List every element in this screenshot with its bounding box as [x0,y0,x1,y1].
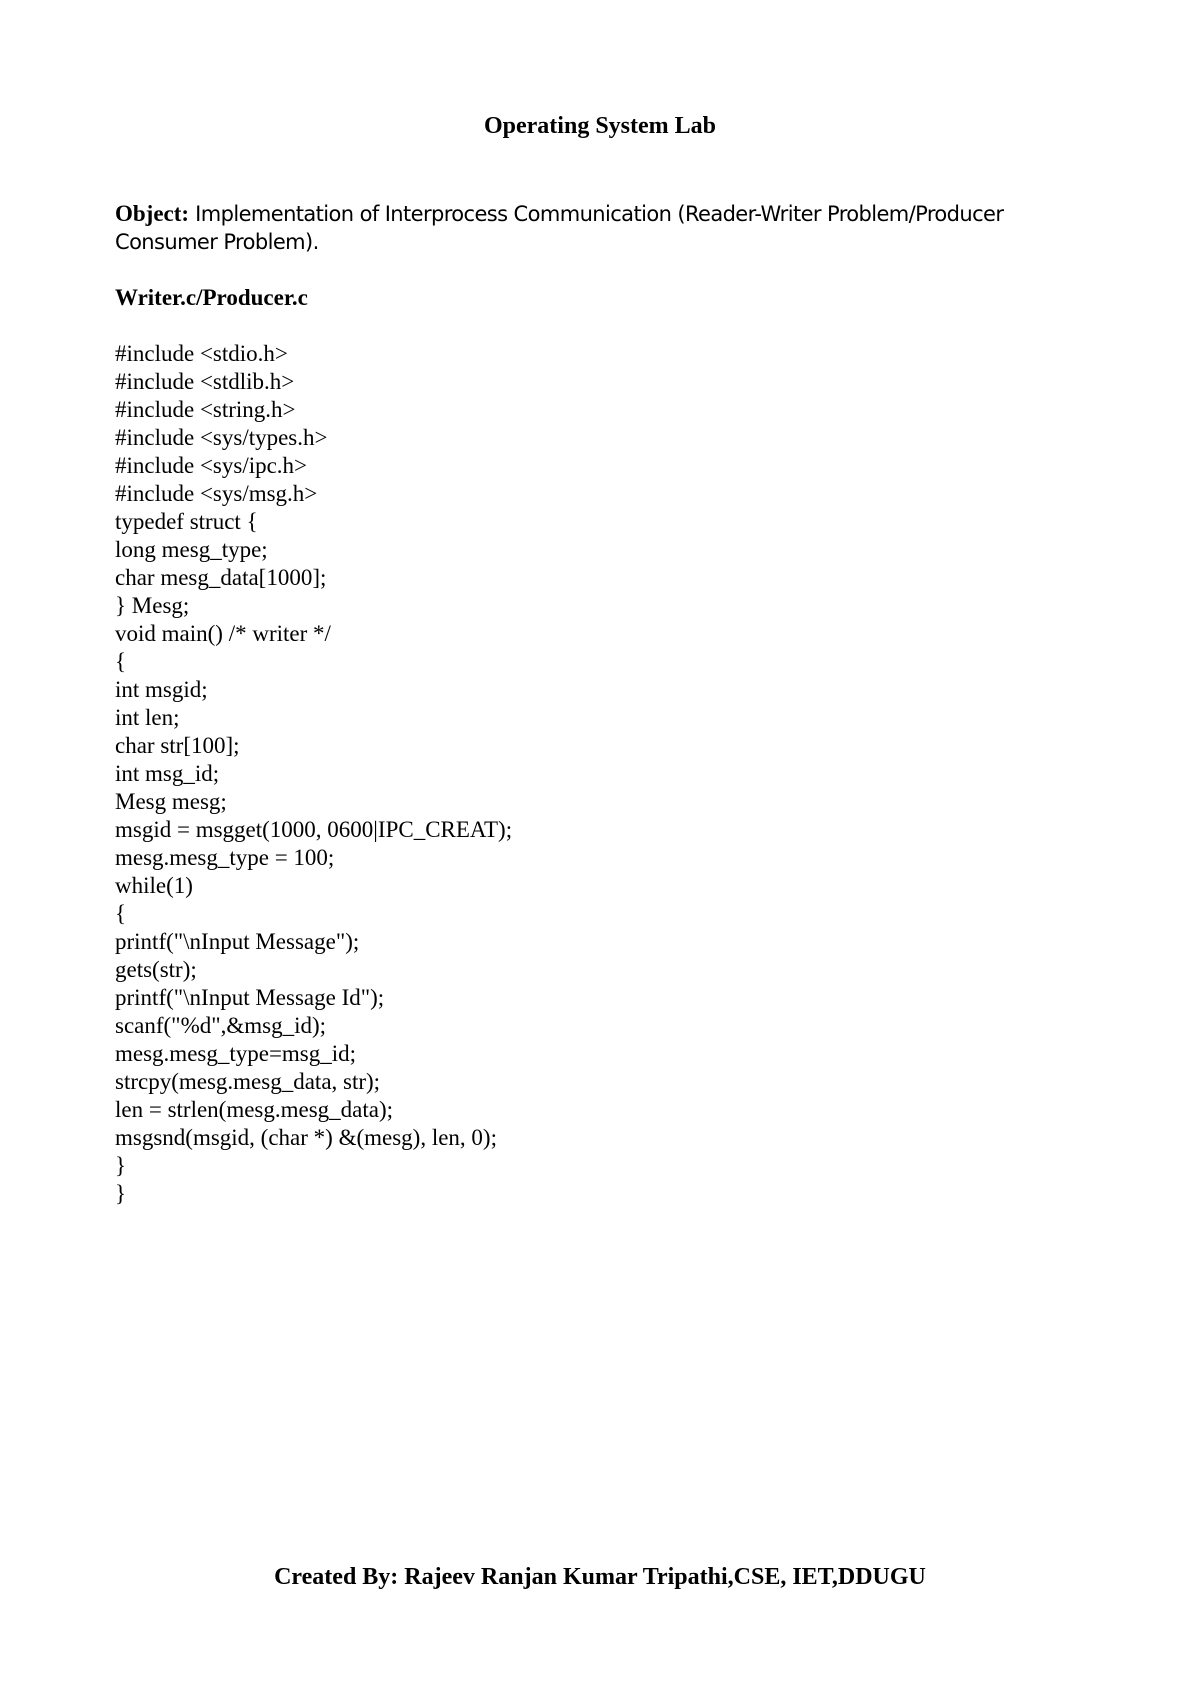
code-line: printf("\nInput Message"); [115,929,360,954]
code-line: msgid = msgget(1000, 0600|IPC_CREAT); [115,817,513,842]
code-line: gets(str); [115,957,197,982]
code-line: int msg_id; [115,761,220,786]
code-line: mesg.mesg_type = 100; [115,845,335,870]
code-filename: Writer.c/Producer.c [115,285,308,310]
code-line: while(1) [115,873,193,898]
code-line: void main() /* writer */ [115,621,331,646]
code-line: scanf("%d",&msg_id); [115,1013,327,1038]
code-line: Mesg mesg; [115,789,227,814]
code-line: #include <stdio.h> [115,341,288,366]
code-line: long mesg_type; [115,537,268,562]
code-line: len = strlen(mesg.mesg_data); [115,1097,394,1122]
code-line: msgsnd(msgid, (char *) &(mesg), len, 0); [115,1125,497,1150]
object-text: Implementation of Interprocess Communication (Reader-Writer Problem/Producer Consumer Problem). [115,202,1004,254]
document-title: Operating System Lab [483,113,716,139]
code-line: #include <stdlib.h> [115,369,295,394]
code-line: mesg.mesg_type=msg_id; [115,1041,357,1066]
code-line: char mesg_data[1000]; [115,565,327,590]
code-line: int len; [115,705,180,730]
code-line: } [115,1153,127,1178]
object-label: Object: [115,201,190,226]
document-footer: Created By: Rajeev Ranjan Kumar Tripathi,CSE, IET,DDUGU [274,1564,926,1590]
code-listing [115,340,1015,1208]
code-line: } [115,1181,127,1206]
code-line: #include <string.h> [115,397,296,422]
code-line: typedef struct { [115,509,258,534]
code-line: char str[100]; [115,733,240,758]
code-line: #include <sys/ipc.h> [115,453,308,478]
code-line: #include <sys/msg.h> [115,481,318,506]
code-line: { [115,649,127,674]
code-line: } Mesg; [115,593,190,618]
code-line: #include <sys/types.h> [115,425,328,450]
code-line: { [115,901,127,926]
object-statement [115,200,1015,256]
code-line: strcpy(mesg.mesg_data, str); [115,1069,381,1094]
code-line: printf("\nInput Message Id"); [115,985,385,1010]
code-line: int msgid; [115,677,208,702]
